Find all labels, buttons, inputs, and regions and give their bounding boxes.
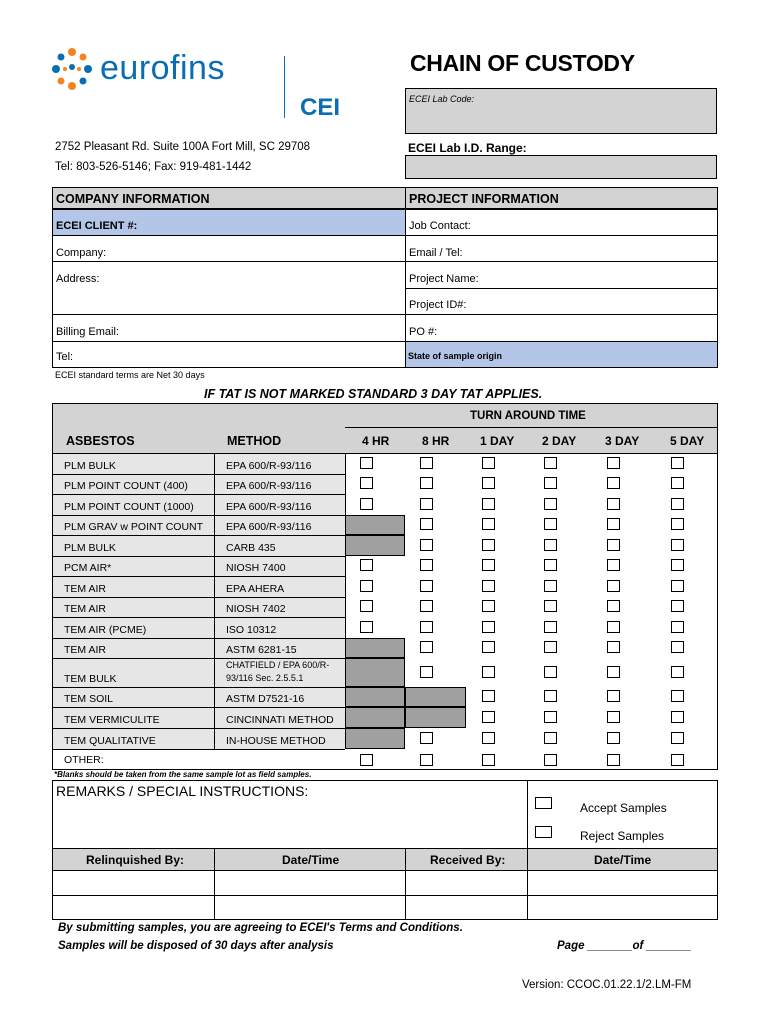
- unavailable-cell: [345, 658, 405, 687]
- reject-samples-checkbox[interactable]: [535, 826, 552, 838]
- method-name: NIOSH 7400: [226, 562, 286, 574]
- brand-name: eurofins: [100, 49, 225, 87]
- client-number-field[interactable]: ECEI CLIENT #:: [56, 220, 138, 232]
- tat-checkbox-1-day[interactable]: [482, 754, 495, 766]
- method-name: EPA AHERA: [226, 583, 285, 595]
- test-name: TEM QUALITATIVE: [64, 735, 156, 747]
- tat-checkbox-5-day[interactable]: [671, 621, 684, 633]
- unavailable-cell: [405, 687, 466, 707]
- tat-checkbox-1-day[interactable]: [482, 559, 495, 571]
- tat-checkbox-2-day[interactable]: [544, 457, 557, 469]
- reject-samples-label: Reject Samples: [580, 829, 665, 843]
- other-label: OTHER:: [64, 754, 104, 766]
- tat-checkbox-5-day[interactable]: [671, 711, 684, 723]
- unavailable-cell: [405, 707, 466, 728]
- method-name-line1: CHATFIELD / EPA 600/R-: [226, 660, 330, 670]
- tat-checkbox-5-day[interactable]: [671, 539, 684, 551]
- tat-checkbox-3-day[interactable]: [607, 641, 620, 653]
- tat-checkbox-1-day[interactable]: [482, 539, 495, 551]
- method-name: EPA 600/R-93/116: [226, 460, 312, 472]
- test-name: TEM AIR: [64, 644, 107, 656]
- tat-checkbox-3-day[interactable]: [607, 666, 620, 678]
- tat-checkbox-8-hr[interactable]: [420, 732, 433, 744]
- relinquished-by-header: Relinquished By:: [86, 853, 185, 867]
- tat-checkbox-2-day[interactable]: [544, 518, 557, 530]
- test-name: PLM POINT COUNT (1000): [64, 501, 194, 513]
- eurofins-dots-icon: [50, 47, 94, 91]
- job-contact-field[interactable]: Job Contact:: [409, 220, 471, 232]
- tat-checkbox-8-hr[interactable]: [420, 498, 433, 510]
- tat-checkbox-5-day[interactable]: [671, 518, 684, 530]
- tat-checkbox-2-day[interactable]: [544, 498, 557, 510]
- unavailable-cell: [345, 707, 405, 728]
- tat-heading: TURN AROUND TIME: [470, 410, 586, 422]
- test-name: TEM VERMICULITE: [64, 714, 160, 726]
- sub-brand: CEI: [300, 94, 341, 121]
- terms-agreement: By submitting samples, you are agreeing to ECEI's Terms and Conditions.: [58, 922, 463, 934]
- tat-checkbox-1-day[interactable]: [482, 732, 495, 744]
- unavailable-cell: [345, 535, 405, 556]
- col-method: METHOD: [227, 434, 282, 448]
- lab-code-label: ECEI Lab Code:: [409, 94, 475, 104]
- tat-checkbox-8-hr[interactable]: [420, 580, 433, 592]
- method-name: EPA 600/R-93/116: [226, 521, 312, 533]
- test-name: PLM GRAV w POINT COUNT: [64, 521, 204, 533]
- tat-checkbox-2-day[interactable]: [544, 621, 557, 633]
- tat-checkbox-8-hr[interactable]: [420, 600, 433, 612]
- lab-id-box[interactable]: [405, 155, 717, 179]
- address-field[interactable]: Address:: [56, 273, 100, 285]
- method-name: CINCINNATI METHOD: [226, 714, 334, 726]
- tat-checkbox-5-day[interactable]: [671, 559, 684, 571]
- tat-checkbox-5-day[interactable]: [671, 498, 684, 510]
- tat-checkbox-3-day[interactable]: [607, 754, 620, 766]
- tat-checkbox-3-day[interactable]: [607, 600, 620, 612]
- relinquished-by-cell-1[interactable]: [53, 871, 213, 894]
- method-name: ISO 10312: [226, 624, 277, 636]
- method-name: CARB 435: [226, 542, 276, 554]
- po-field[interactable]: PO #:: [409, 326, 438, 338]
- disposal-notice: Samples will be disposed of 30 days after analysis: [58, 940, 334, 952]
- tat-col-1-day: 1 DAY: [480, 434, 515, 448]
- tat-checkbox-4-hr[interactable]: [360, 559, 373, 571]
- unavailable-cell: [345, 638, 405, 658]
- email-tel-field[interactable]: Email / Tel:: [409, 247, 463, 259]
- tat-checkbox-8-hr[interactable]: [420, 518, 433, 530]
- date-time-header-1: Date/Time: [282, 853, 340, 867]
- tat-checkbox-3-day[interactable]: [607, 559, 620, 571]
- unavailable-cell: [345, 728, 405, 749]
- tat-checkbox-1-day[interactable]: [482, 477, 495, 489]
- tat-checkbox-5-day[interactable]: [671, 600, 684, 612]
- method-name-line2: 93/116 Sec. 2.5.5.1: [226, 673, 304, 683]
- tat-checkbox-8-hr[interactable]: [420, 539, 433, 551]
- tat-checkbox-4-hr[interactable]: [360, 621, 373, 633]
- tat-checkbox-8-hr[interactable]: [420, 621, 433, 633]
- test-name: TEM AIR: [64, 583, 107, 595]
- tat-checkbox-3-day[interactable]: [607, 518, 620, 530]
- lab-id-label: ECEI Lab I.D. Range:: [408, 141, 527, 155]
- company-field[interactable]: Company:: [56, 247, 107, 259]
- lab-code-box[interactable]: [405, 88, 717, 134]
- tat-checkbox-8-hr[interactable]: [420, 754, 433, 766]
- tat-checkbox-3-day[interactable]: [607, 621, 620, 633]
- accept-samples-checkbox[interactable]: [535, 797, 552, 809]
- tat-checkbox-2-day[interactable]: [544, 559, 557, 571]
- method-name: ASTM D7521-16: [226, 693, 305, 705]
- tat-checkbox-2-day[interactable]: [544, 711, 557, 723]
- tat-checkbox-2-day[interactable]: [544, 539, 557, 551]
- eurofins-logo: [50, 45, 270, 95]
- tat-checkbox-5-day[interactable]: [671, 732, 684, 744]
- lab-address: 2752 Pleasant Rd. Suite 100A Fort Mill, SC 29708: [55, 141, 311, 153]
- received-by-header: Received By:: [430, 853, 506, 867]
- billing-email-field[interactable]: Billing Email:: [56, 326, 119, 338]
- tat-checkbox-4-hr[interactable]: [360, 754, 373, 766]
- accept-samples-label: Accept Samples: [580, 801, 667, 815]
- tat-checkbox-2-day[interactable]: [544, 641, 557, 653]
- tat-checkbox-5-day[interactable]: [671, 641, 684, 653]
- tat-checkbox-5-day[interactable]: [671, 457, 684, 469]
- tat-checkbox-3-day[interactable]: [607, 690, 620, 702]
- project-info-heading: PROJECT INFORMATION: [409, 192, 559, 206]
- test-name: TEM AIR: [64, 603, 107, 615]
- tat-checkbox-5-day[interactable]: [671, 666, 684, 678]
- date-time-cell-2[interactable]: [528, 871, 717, 894]
- test-name: PLM POINT COUNT (400): [64, 480, 188, 492]
- tat-checkbox-8-hr[interactable]: [420, 477, 433, 489]
- unavailable-cell: [345, 515, 405, 535]
- test-name: TEM BULK: [64, 673, 117, 685]
- tat-col-2-day: 2 DAY: [542, 434, 577, 448]
- tat-checkbox-2-day[interactable]: [544, 690, 557, 702]
- method-name: EPA 600/R-93/116: [226, 501, 312, 513]
- method-name: ASTM 6281-15: [226, 644, 297, 656]
- tat-checkbox-3-day[interactable]: [607, 498, 620, 510]
- tat-checkbox-3-day[interactable]: [607, 477, 620, 489]
- unavailable-cell: [345, 687, 405, 707]
- page-title: CHAIN OF CUSTODY: [410, 50, 635, 76]
- tat-checkbox-8-hr[interactable]: [420, 641, 433, 653]
- tat-checkbox-4-hr[interactable]: [360, 477, 373, 489]
- blanks-footnote: *Blanks should be taken from the same sample lot as field samples.: [54, 770, 312, 779]
- tat-checkbox-1-day[interactable]: [482, 518, 495, 530]
- tat-checkbox-5-day[interactable]: [671, 690, 684, 702]
- date-time-header-2: Date/Time: [594, 853, 652, 867]
- col-asbestos: ASBESTOS: [66, 434, 135, 448]
- tat-checkbox-2-day[interactable]: [544, 600, 557, 612]
- date-time-cell-1[interactable]: [215, 871, 404, 894]
- tat-col-8-hr: 8 HR: [422, 434, 450, 448]
- tat-checkbox-5-day[interactable]: [671, 580, 684, 592]
- project-id-field[interactable]: Project ID#:: [409, 299, 467, 311]
- company-info-heading: COMPANY INFORMATION: [56, 192, 210, 206]
- version: Version: CCOC.01.22.1/2.LM-FM: [522, 979, 692, 991]
- tat-checkbox-1-day[interactable]: [482, 690, 495, 702]
- test-name: PLM BULK: [64, 460, 116, 472]
- tat-checkbox-1-day[interactable]: [482, 498, 495, 510]
- test-name: PCM AIR*: [64, 562, 112, 574]
- method-name: NIOSH 7402: [226, 603, 286, 615]
- tat-checkbox-3-day[interactable]: [607, 711, 620, 723]
- method-name: EPA 600/R-93/116: [226, 480, 312, 492]
- tat-checkbox-2-day[interactable]: [544, 666, 557, 678]
- tat-checkbox-4-hr[interactable]: [360, 498, 373, 510]
- project-name-field[interactable]: Project Name:: [409, 273, 479, 285]
- test-name: PLM BULK: [64, 542, 116, 554]
- tat-checkbox-4-hr[interactable]: [360, 580, 373, 592]
- tat-checkbox-2-day[interactable]: [544, 477, 557, 489]
- tat-checkbox-3-day[interactable]: [607, 732, 620, 744]
- tat-checkbox-8-hr[interactable]: [420, 666, 433, 678]
- tat-checkbox-1-day[interactable]: [482, 580, 495, 592]
- tat-col-5-day: 5 DAY: [670, 434, 705, 448]
- lab-phone: Tel: 803-526-5146; Fax: 919-481-1442: [55, 161, 252, 173]
- tat-checkbox-4-hr[interactable]: [360, 457, 373, 469]
- terms-note: ECEI standard terms are Net 30 days: [55, 370, 205, 380]
- tat-checkbox-2-day[interactable]: [544, 732, 557, 744]
- tat-col-3-day: 3 DAY: [605, 434, 640, 448]
- tat-checkbox-1-day[interactable]: [482, 457, 495, 469]
- tat-checkbox-3-day[interactable]: [607, 457, 620, 469]
- received-by-cell-1[interactable]: [406, 871, 526, 894]
- tat-notice: IF TAT IS NOT MARKED STANDARD 3 DAY TAT APPLIES.: [204, 387, 543, 401]
- method-name: IN-HOUSE METHOD: [226, 735, 326, 747]
- tat-checkbox-1-day[interactable]: [482, 600, 495, 612]
- tat-checkbox-2-day[interactable]: [544, 580, 557, 592]
- tat-checkbox-1-day[interactable]: [482, 666, 495, 678]
- logo-divider: [284, 56, 285, 118]
- tat-checkbox-8-hr[interactable]: [420, 457, 433, 469]
- tat-checkbox-3-day[interactable]: [607, 580, 620, 592]
- tat-checkbox-5-day[interactable]: [671, 754, 684, 766]
- tat-checkbox-2-day[interactable]: [544, 754, 557, 766]
- tat-checkbox-5-day[interactable]: [671, 477, 684, 489]
- tel-field[interactable]: Tel:: [56, 351, 74, 363]
- remarks-heading: REMARKS / SPECIAL INSTRUCTIONS:: [56, 783, 309, 799]
- tat-col-4-hr: 4 HR: [362, 434, 390, 448]
- tat-checkbox-8-hr[interactable]: [420, 559, 433, 571]
- test-name: TEM AIR (PCME): [64, 624, 147, 636]
- tat-checkbox-1-day[interactable]: [482, 641, 495, 653]
- tat-checkbox-1-day[interactable]: [482, 711, 495, 723]
- page-number: Page _______of _______: [557, 940, 692, 952]
- state-origin-field[interactable]: State of sample origin: [408, 351, 503, 361]
- tat-checkbox-3-day[interactable]: [607, 539, 620, 551]
- tat-checkbox-1-day[interactable]: [482, 621, 495, 633]
- test-name: TEM SOIL: [64, 693, 114, 705]
- tat-checkbox-4-hr[interactable]: [360, 600, 373, 612]
